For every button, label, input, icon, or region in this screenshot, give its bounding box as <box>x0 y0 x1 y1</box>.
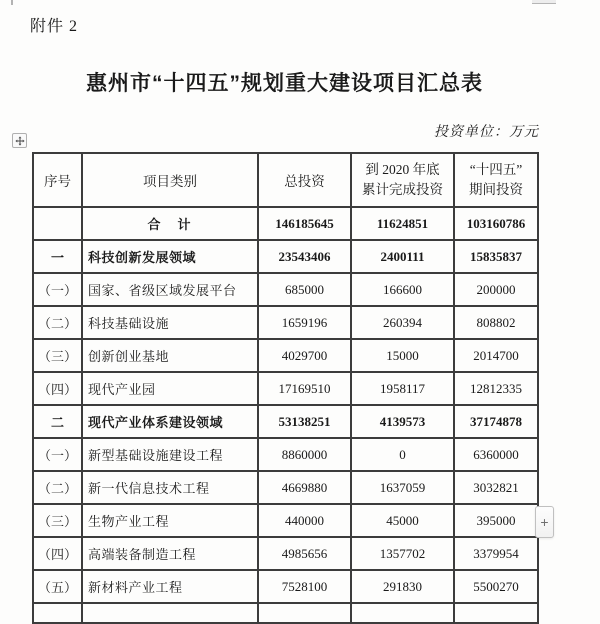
cell-total: 7528100 <box>258 570 351 603</box>
cell-completed: 2400111 <box>351 240 454 273</box>
cell-period: 37174878 <box>454 405 538 438</box>
cell-period <box>454 603 538 623</box>
cell-no: （四） <box>33 372 82 405</box>
cell-total: 146185645 <box>258 207 351 240</box>
cell-completed: 166600 <box>351 273 454 306</box>
table-row <box>33 339 538 372</box>
cell-period: 395000 <box>454 504 538 537</box>
col-header-period-line2: 期间投资 <box>469 182 523 197</box>
cell-no: （一） <box>33 273 82 306</box>
table-move-handle[interactable] <box>12 133 27 148</box>
table-row <box>33 570 538 603</box>
table-row-partial <box>33 603 538 623</box>
col-header-period <box>454 153 538 207</box>
cell-category: 科技基础设施 <box>82 306 258 339</box>
cell-category: 新一代信息技术工程 <box>82 471 258 504</box>
cell-total: 23543406 <box>258 240 351 273</box>
cell-period: 200000 <box>454 273 538 306</box>
cell-period: 808802 <box>454 306 538 339</box>
cell-completed: 1958117 <box>351 372 454 405</box>
cell-total: 685000 <box>258 273 351 306</box>
cell-period: 2014700 <box>454 339 538 372</box>
cell-period: 3032821 <box>454 471 538 504</box>
table-row-section-2 <box>33 405 538 438</box>
cell-total <box>258 603 351 623</box>
cell-no: （三） <box>33 339 82 372</box>
scrollbar-fragment-top <box>532 0 556 4</box>
cell-no <box>33 603 82 623</box>
cell-completed: 1637059 <box>351 471 454 504</box>
table-row-section-1 <box>33 240 538 273</box>
investment-unit-note: 投资单位：万元 <box>434 125 539 140</box>
cell-category: 合 计 <box>82 207 258 240</box>
cell-total: 17169510 <box>258 372 351 405</box>
cell-total: 4669880 <box>258 471 351 504</box>
cell-total: 53138251 <box>258 405 351 438</box>
cell-category: 科技创新发展领域 <box>82 240 258 273</box>
cell-no: 一 <box>33 240 82 273</box>
cell-total: 1659196 <box>258 306 351 339</box>
cell-completed: 0 <box>351 438 454 471</box>
cell-category: 现代产业园 <box>82 372 258 405</box>
cell-no: （一） <box>33 438 82 471</box>
attachment-label: 附件 2 <box>30 18 79 35</box>
cell-period: 12812335 <box>454 372 538 405</box>
projects-summary-table <box>32 152 539 624</box>
cell-total: 8860000 <box>258 438 351 471</box>
cell-no <box>33 207 82 240</box>
cell-completed <box>351 603 454 623</box>
cell-no: （二） <box>33 471 82 504</box>
cell-period: 5500270 <box>454 570 538 603</box>
col-header-total: 总投资 <box>258 153 351 207</box>
cell-category: 生物产业工程 <box>82 504 258 537</box>
cell-completed: 11624851 <box>351 207 454 240</box>
table-row <box>33 372 538 405</box>
cell-category: 现代产业体系建设领域 <box>82 405 258 438</box>
col-header-period-line1: “十四五” <box>469 162 523 178</box>
cell-category: 创新创业基地 <box>82 339 258 372</box>
cell-no: （二） <box>33 306 82 339</box>
table-row <box>33 504 538 537</box>
cell-completed: 15000 <box>351 339 454 372</box>
cell-category: 国家、省级区域发展平台 <box>82 273 258 306</box>
page-edge-mark-left <box>11 0 13 5</box>
cell-total: 4029700 <box>258 339 351 372</box>
cell-no: （五） <box>33 570 82 603</box>
cell-category: 高端装备制造工程 <box>82 537 258 570</box>
page-title: 惠州市“十四五”规划重大建设项目汇总表 <box>86 72 483 95</box>
cell-category: 新型基础设施建设工程 <box>82 438 258 471</box>
cell-total: 440000 <box>258 504 351 537</box>
cell-period: 3379954 <box>454 537 538 570</box>
cell-category <box>82 603 258 623</box>
cell-completed: 291830 <box>351 570 454 603</box>
col-header-no: 序号 <box>33 153 82 207</box>
table-row <box>33 438 538 471</box>
cell-total: 4985656 <box>258 537 351 570</box>
cell-period: 6360000 <box>454 438 538 471</box>
cell-completed: 260394 <box>351 306 454 339</box>
move-icon <box>15 136 25 146</box>
cell-no: （三） <box>33 504 82 537</box>
cell-completed: 1357702 <box>351 537 454 570</box>
table-row <box>33 273 538 306</box>
col-header-completed-line1: 到 2020 年底 <box>365 162 440 178</box>
add-row-button[interactable]: + <box>535 506 554 538</box>
cell-completed: 45000 <box>351 504 454 537</box>
cell-no: （四） <box>33 537 82 570</box>
table-row <box>33 306 538 339</box>
col-header-completed <box>351 153 454 207</box>
cell-category: 新材料产业工程 <box>82 570 258 603</box>
col-header-completed-line2: 累计完成投资 <box>362 182 443 197</box>
cell-completed: 4139573 <box>351 405 454 438</box>
table-row-total <box>33 207 538 240</box>
cell-period: 103160786 <box>454 207 538 240</box>
table-row <box>33 537 538 570</box>
table-header-row <box>33 153 538 207</box>
cell-no: 二 <box>33 405 82 438</box>
col-header-category: 项目类别 <box>82 153 258 207</box>
cell-period: 15835837 <box>454 240 538 273</box>
table-row <box>33 471 538 504</box>
